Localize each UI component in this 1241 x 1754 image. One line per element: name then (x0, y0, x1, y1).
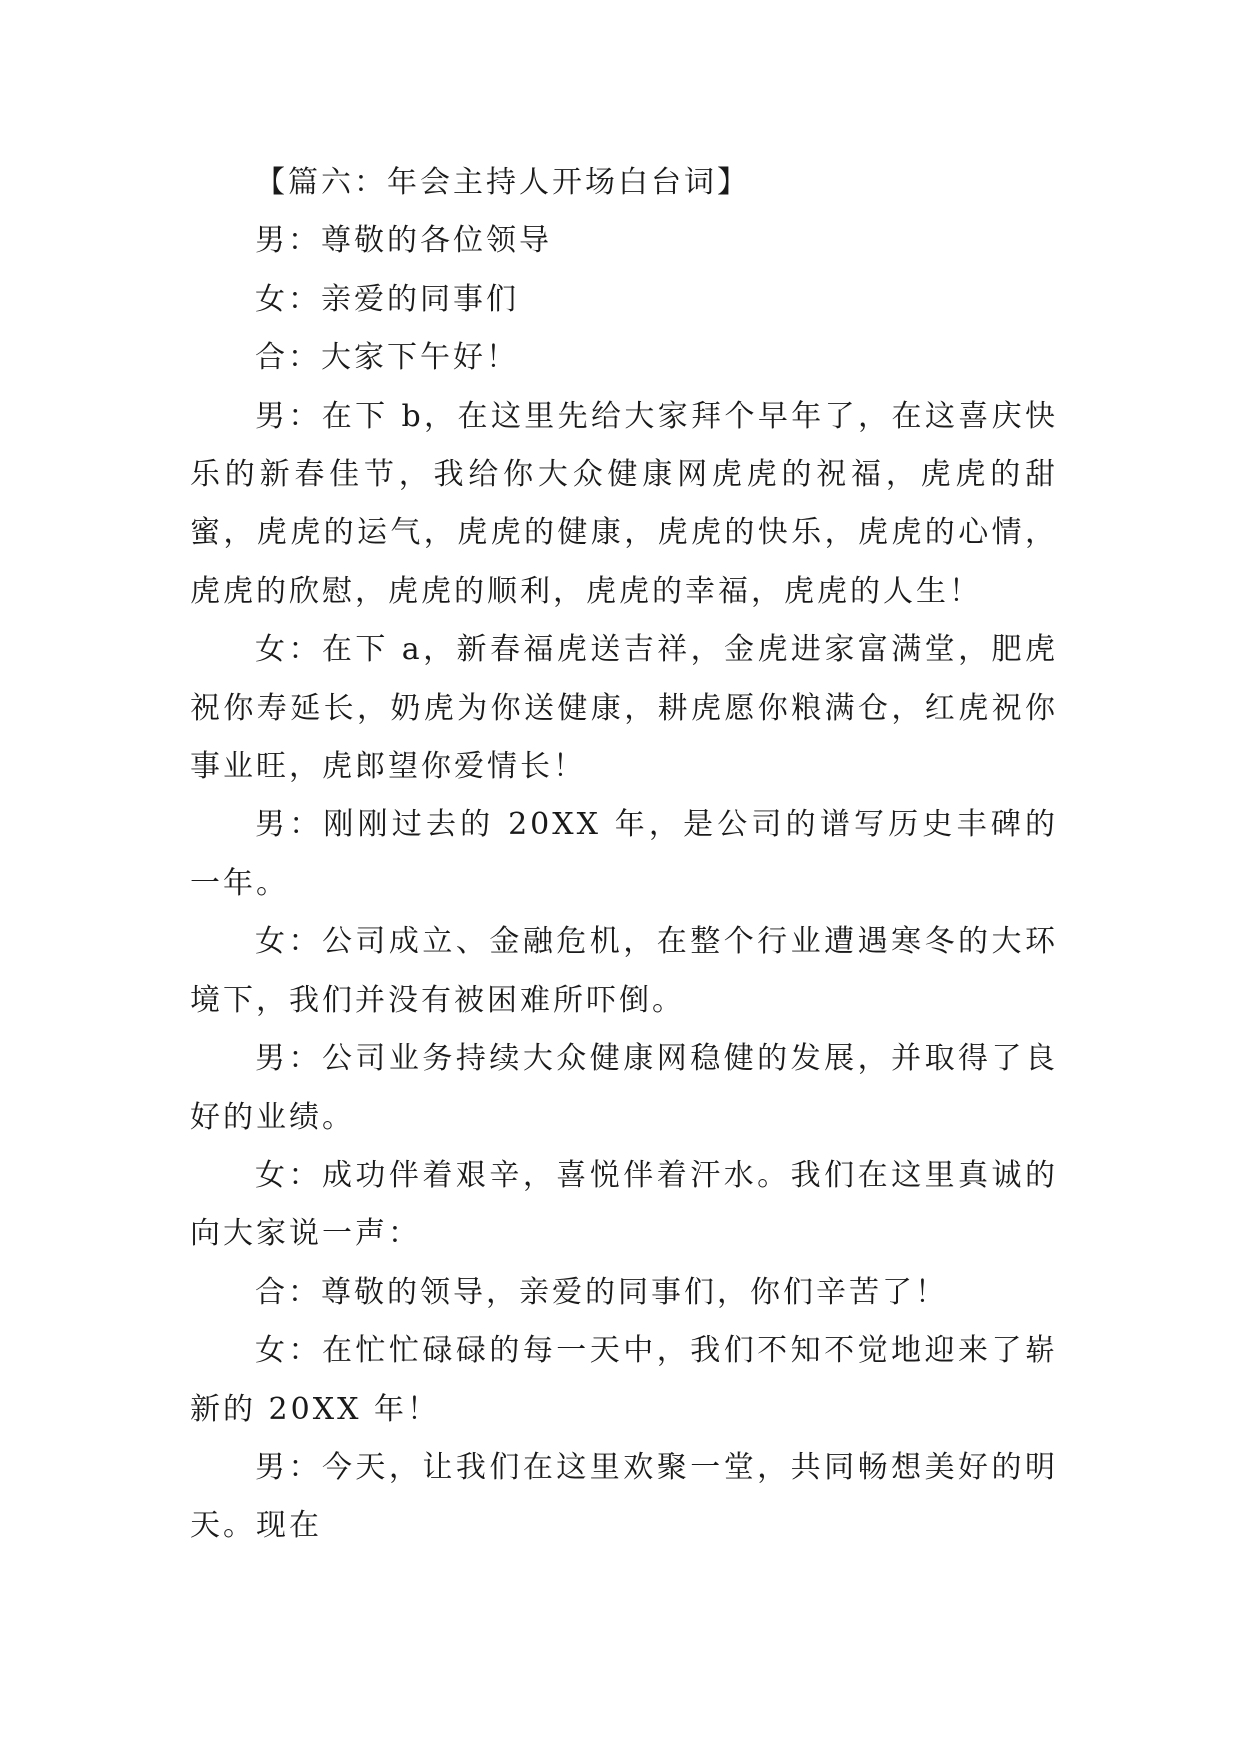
dialogue-line: 合：尊敬的领导，亲爱的同事们，你们辛苦了！ (255, 1274, 948, 1310)
dialogue-line: 女：公司成立、金融危机，在整个行业遭遇寒冬的大环境下，我们并没有被困难所吓倒。 (190, 924, 1058, 1018)
dialogue-line: 男：尊敬的各位领导 (255, 223, 552, 259)
dialogue-line: 男：今天，让我们在这里欢聚一堂，共同畅想美好的明天。现在 (190, 1449, 1058, 1544)
dialogue-line: 女：在忙忙碌碌的每一天中，我们不知不觉地迎来了崭新的 20XX 年！ (190, 1333, 1058, 1427)
document-body (190, 154, 1058, 1556)
dialogue-line: 女：在下 a，新春福虎送吉祥，金虎进家富满堂，肥虎祝你寿延长，奶虎为你送健康，耕虎愿你粮满仓，红虎祝你事业旺，虎郎望你爱情长！ (190, 632, 1058, 785)
dialogue-line: 男：公司业务持续大众健康网稳健的发展，并取得了良好的业绩。 (190, 1041, 1058, 1135)
dialogue-line: 合：大家下午好！ (255, 340, 519, 376)
section-title: 【篇六：年会主持人开场白台词】 (255, 165, 750, 200)
dialogue-line: 男：刚刚过去的 20XX 年，是公司的谱写历史丰碑的一年。 (190, 807, 1058, 901)
dialogue-line: 男：在下 b，在这里先给大家拜个早年了，在这喜庆快乐的新春佳节，我给你大众健康网虎虎的祝福，虎虎的甜蜜，虎虎的运气，虎虎的健康，虎虎的快乐，虎虎的心情，虎虎的欣慰，虎虎的顺利，虎虎的幸福，虎虎的人生！ (190, 398, 1058, 609)
dialogue-line: 女：亲爱的同事们 (255, 281, 519, 317)
dialogue-line: 女：成功伴着艰辛，喜悦伴着汗水。我们在这里真诚的向大家说一声： (190, 1157, 1058, 1252)
